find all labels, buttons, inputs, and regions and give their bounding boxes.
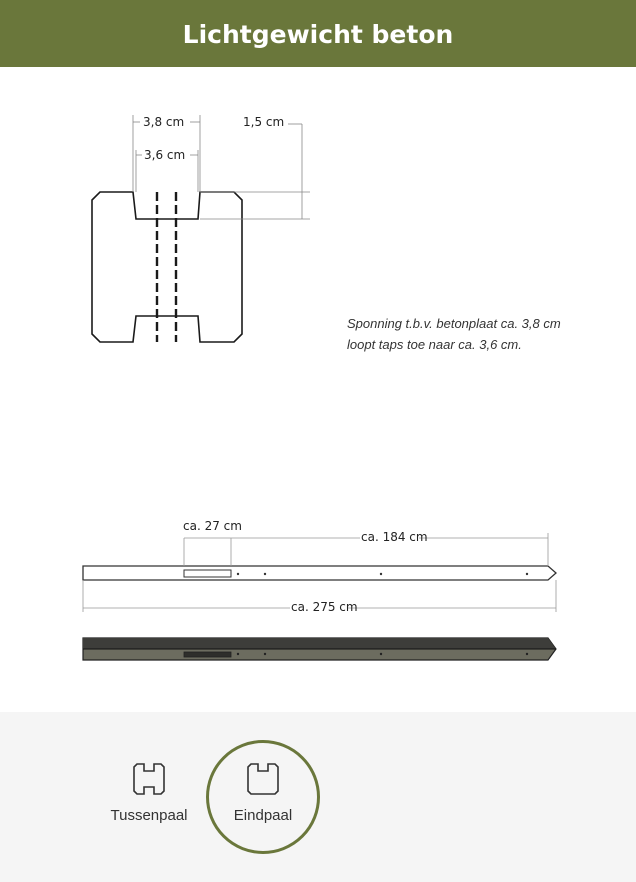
post-profile-section bbox=[92, 192, 242, 342]
dim-slot-label: ca. 27 cm bbox=[183, 519, 242, 533]
option-eindpaal[interactable] bbox=[206, 740, 320, 854]
option-label: Eindpaal bbox=[233, 807, 293, 824]
post-type-selector bbox=[0, 712, 636, 882]
page-title: Lichtgewicht beton bbox=[0, 0, 636, 67]
option-tussenpaal[interactable] bbox=[92, 740, 206, 854]
dim-inner-label: 3,6 cm bbox=[144, 148, 186, 162]
option-label: Tussenpaal bbox=[110, 807, 188, 824]
slot bbox=[184, 652, 231, 657]
intermediate-post-icon bbox=[132, 762, 166, 796]
rebate-note: Sponning t.b.v. betonplaat ca. 3,8 cm loopt taps toe naar ca. 3,6 cm. bbox=[347, 316, 561, 352]
dim-outer-label: 3,8 cm bbox=[143, 115, 185, 129]
profile-outline bbox=[92, 192, 242, 342]
pole-side-view-light bbox=[83, 566, 556, 580]
dim-mid-label: ca. 184 cm bbox=[361, 530, 428, 544]
dim-depth-label: 1,5 cm bbox=[243, 115, 285, 129]
end-post-icon bbox=[246, 762, 280, 796]
slot bbox=[184, 570, 231, 577]
dim-total-label: ca. 275 cm bbox=[291, 600, 358, 614]
profile-dimension-lines bbox=[133, 115, 310, 219]
pole-side-view-dark bbox=[83, 638, 556, 660]
